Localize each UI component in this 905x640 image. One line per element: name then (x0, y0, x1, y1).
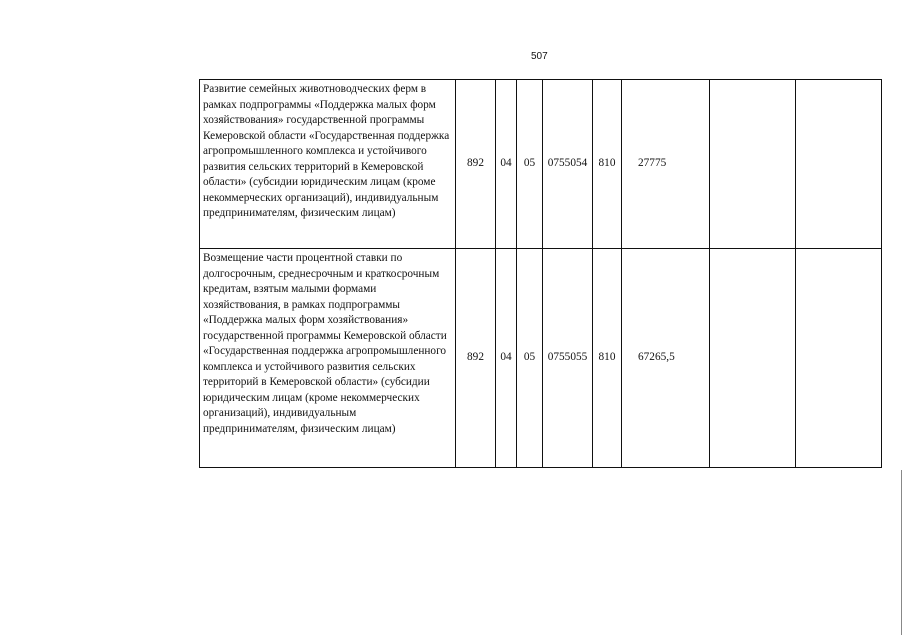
empty-cell (796, 80, 882, 249)
ministry-code: 892 (456, 249, 496, 468)
row-description: Возмещение части процентной ставки по долгосрочным, среднесрочным и краткосрочным кредитам, взятым малыми формами хозяйствования, в рамках подпрограммы «Поддержка малых форм хозяйствования» государственной программы Кемеровской области «Государственная поддержка агропромышленного комплекса и устойчивого развития сельских территорий в Кемеровской области» (субсидии юридическим лицам (кроме некоммерческих организаций), индивидуальным предпринимателям, физическим лицам) (200, 249, 456, 468)
empty-cell (710, 80, 796, 249)
section-code: 04 (496, 80, 517, 249)
budget-table (199, 79, 882, 468)
scan-edge-line (901, 470, 902, 635)
table-row (200, 80, 882, 249)
ministry-code: 892 (456, 80, 496, 249)
expense-type-code: 810 (593, 249, 622, 468)
subsection-code: 05 (517, 249, 543, 468)
subsection-code: 05 (517, 80, 543, 249)
row-description: Развитие семейных животноводческих ферм в рамках подпрограммы «Поддержка малых форм хозяйствования» государственной программы Кемеровской области «Государственная поддержка агропромышленного комплекса и устойчивого развития сельских территорий в Кемеровской области» (субсидии юридическим лицам (кроме некоммерческих организаций), индивидуальным предпринимателям, физическим лицам) (200, 80, 456, 249)
target-article-code: 0755054 (543, 80, 593, 249)
expense-type-code: 810 (593, 80, 622, 249)
empty-cell (796, 249, 882, 468)
page-number: 507 (531, 51, 548, 62)
amount-cell: 67265,5 (622, 249, 710, 468)
table-row (200, 249, 882, 468)
empty-cell (710, 249, 796, 468)
amount-cell: 27775 (622, 80, 710, 249)
target-article-code: 0755055 (543, 249, 593, 468)
section-code: 04 (496, 249, 517, 468)
